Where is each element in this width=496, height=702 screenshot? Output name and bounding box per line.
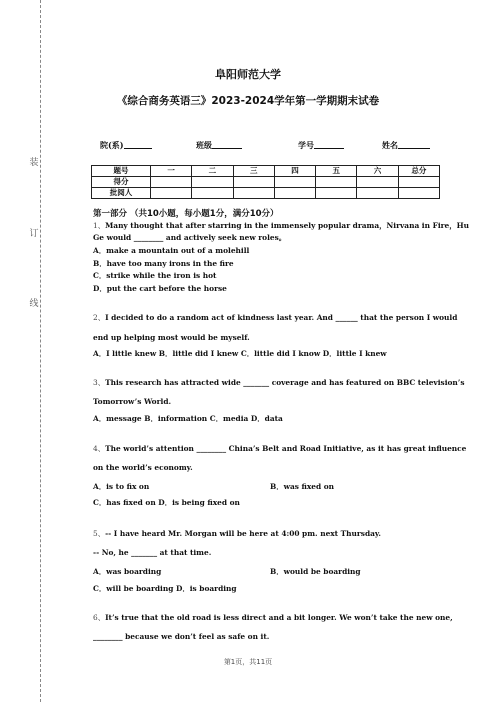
score-header-cell: 五 <box>316 166 357 177</box>
q1-option-c[interactable]: C．strike while the iron is hot <box>93 271 217 280</box>
q3-number: 3、 <box>93 378 106 387</box>
student-no-field[interactable] <box>298 140 344 151</box>
dept-label: 院(系) <box>100 140 124 150</box>
q1-option-b[interactable]: B．have too many irons in the fire <box>93 259 234 268</box>
grader-cell[interactable] <box>398 188 439 199</box>
q5-option-cd[interactable]: C．will be boarding D．is boarding <box>93 584 237 593</box>
q4-option-a[interactable]: A．is to fix on <box>93 482 150 491</box>
class-blank[interactable] <box>212 140 242 149</box>
grader-cell[interactable] <box>316 188 357 199</box>
page-footer: 第1页，共11页 <box>223 658 273 666</box>
binding-char-zhuang: 装 <box>28 155 40 168</box>
q2-stem-text: I decided to do a random act of kindness last year. And ______ that the person I would <box>105 313 458 322</box>
dept-blank[interactable] <box>124 140 152 149</box>
q5-stem-line-2: -- No, he _______ at that time. <box>93 548 212 557</box>
q2-options[interactable]: A．I little knew B．little did I knew C．little did I know D．little I knew <box>93 349 387 358</box>
class-label: 班级 <box>196 140 212 150</box>
score-row <box>92 177 440 188</box>
q1-stem-text: Many thought that after starring in the immensely popular drama，Nirvana in Fire，Hu <box>105 221 469 230</box>
grader-row <box>92 188 440 199</box>
score-header-cell: 一 <box>151 166 192 177</box>
name-field[interactable] <box>382 140 430 151</box>
q3-stem-line-2: Tomorrow’s World. <box>93 397 172 406</box>
student-no-blank[interactable] <box>314 140 344 149</box>
score-cell[interactable] <box>233 177 274 188</box>
q4-stem-text: The world’s attention ________ China’s Belt and Road Initiative, as it has great influence <box>105 444 467 453</box>
binding-char-xian: 线 <box>28 296 40 309</box>
q5-option-a[interactable]: A．was boarding <box>93 567 162 576</box>
student-no-label: 学号 <box>298 140 314 150</box>
q5-option-b[interactable]: B．would be boarding <box>270 567 361 576</box>
score-table-header-row <box>92 166 440 177</box>
score-cell[interactable] <box>398 177 439 188</box>
q4-stem-line-2: on the world’s economy. <box>93 463 193 472</box>
grader-row-label: 批阅人 <box>92 188 151 199</box>
q1-number: 1、 <box>93 221 106 230</box>
dept-field[interactable] <box>100 140 152 151</box>
score-header-cell: 二 <box>192 166 233 177</box>
score-header-cell: 四 <box>274 166 315 177</box>
score-cell[interactable] <box>316 177 357 188</box>
student-info-row <box>100 140 440 152</box>
school-name: 阜阳师范大学 <box>215 68 281 81</box>
class-field[interactable] <box>196 140 242 151</box>
q3-options[interactable]: A．message B．information C．media D．data <box>93 414 283 423</box>
q6-stem-text: It’s true that the old road is less direct and a bit longer. We won’t take the new one, <box>105 613 453 622</box>
q1-option-a[interactable]: A．make a mountain out of a molehill <box>93 246 250 255</box>
score-row-label: 得分 <box>92 177 151 188</box>
name-blank[interactable] <box>398 140 430 149</box>
q4-option-cd[interactable]: C．has fixed on D．is being fixed on <box>93 498 240 507</box>
q2-stem-line-1 <box>93 313 457 323</box>
score-header-cell: 题号 <box>92 166 151 177</box>
q1-option-d[interactable]: D．put the cart before the horse <box>93 284 227 293</box>
grader-cell[interactable] <box>233 188 274 199</box>
q6-stem-line-1 <box>93 613 453 623</box>
score-cell[interactable] <box>274 177 315 188</box>
score-cell[interactable] <box>357 177 398 188</box>
q3-stem-text: This research has attracted wide _______ coverage and has featured on BBC television’s <box>105 378 465 387</box>
section-title: 第一部分 （共10小题，每小题1分，满分10分） <box>93 209 279 219</box>
score-header-cell: 三 <box>233 166 274 177</box>
q3-stem-line-1 <box>93 378 465 388</box>
q5-number: 5、 <box>93 529 106 538</box>
score-cell[interactable] <box>192 177 233 188</box>
score-table <box>91 165 440 199</box>
q4-number: 4、 <box>93 444 106 453</box>
grader-cell[interactable] <box>151 188 192 199</box>
q5-stem-line-1 <box>93 529 381 539</box>
q2-number: 2、 <box>93 313 106 322</box>
q6-number: 6、 <box>93 613 106 622</box>
q5-stem-text: -- I have heard Mr. Morgan will be here at 4:00 pm. next Thursday. <box>105 529 381 538</box>
score-header-cell: 总分 <box>398 166 439 177</box>
q1-stem-line-1 <box>93 221 469 231</box>
q4-option-b[interactable]: B．was fixed on <box>270 482 335 491</box>
q2-stem-line-2: end up helping most would be myself. <box>93 333 250 342</box>
grader-cell[interactable] <box>192 188 233 199</box>
grader-cell[interactable] <box>357 188 398 199</box>
q4-stem-line-1 <box>93 444 466 454</box>
score-header-cell: 六 <box>357 166 398 177</box>
score-cell[interactable] <box>151 177 192 188</box>
grader-cell[interactable] <box>274 188 315 199</box>
binding-char-ding: 订 <box>28 226 40 239</box>
q1-stem-line-2: Ge would ________ and actively seek new roles。 <box>93 233 287 242</box>
exam-title: 《综合商务英语三》2023-2024学年第一学期期末试卷 <box>116 95 380 107</box>
name-label: 姓名 <box>382 140 398 150</box>
q6-stem-line-2: ________ because we don’t feel as safe on it. <box>93 632 270 641</box>
